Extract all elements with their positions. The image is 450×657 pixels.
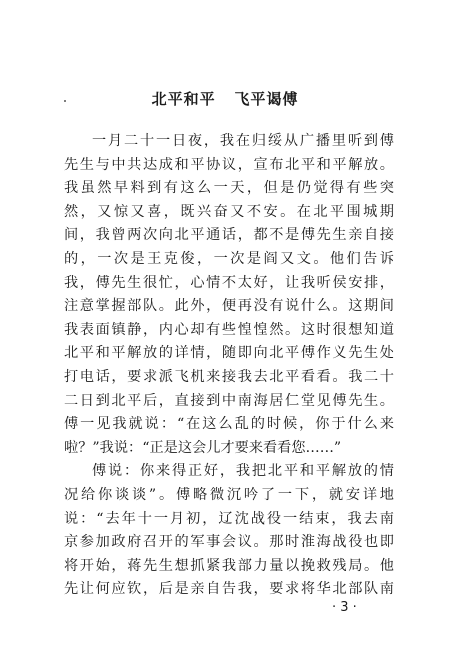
text-line: 啦？”我说：“正是这会儿才要来看看您……” bbox=[64, 439, 342, 456]
text-line: 打电话，要求派飞机来接我去北平看看。我二十 bbox=[64, 368, 394, 385]
text-line: 一月二十一日夜，我在归绥从广播里听到傅 bbox=[92, 133, 394, 149]
text-line: 注意掌握部队。此外，便再没有说什么。这期间 bbox=[64, 298, 394, 315]
text-line: 二日到北平后，直接到中南海居仁堂见傅先生。 bbox=[64, 392, 394, 409]
text-line: 然，又惊又喜，既兴奋又不安。在北平围城期 bbox=[64, 203, 394, 220]
text-line: 北平和平解放的详情，随即向北平傅作义先生处 bbox=[64, 345, 394, 362]
text-line: 我虽然早料到有这么一天，但是仍觉得有些突 bbox=[64, 180, 394, 197]
text-line: 先让何应钦，后是亲自告我，要求将华北部队南 bbox=[64, 581, 394, 598]
text-line: 傅说：你来得正好，我把北平和平解放的情 bbox=[92, 463, 394, 480]
text-line: 先生与中共达成和平协议，宣布北平和平解放。 bbox=[64, 156, 394, 173]
speck-mark bbox=[64, 100, 66, 102]
text-line: 况给你谈谈”。傅略微沉吟了一下，就安详地 bbox=[64, 486, 394, 503]
text-line: 将开始，蒋先生想抓紧我部力量以挽救残局。他 bbox=[64, 557, 394, 574]
text-line: 傅一见我就说：“在这么乱的时候，你于什么来 bbox=[64, 416, 394, 433]
text-line: 我表面镇静，内心却有些惶惶然。这时很想知道 bbox=[64, 321, 394, 338]
text-line: 我，傅先生很忙，心情不太好，让我听侯安排， bbox=[64, 274, 394, 291]
text-line: 京参加政府召开的军事会议。那时淮海战役也即 bbox=[64, 534, 394, 551]
text-line: 间，我曾两次向北平通话，都不是傅先生亲自接 bbox=[64, 227, 394, 244]
body-text bbox=[64, 130, 394, 602]
page-number: · 3 · bbox=[332, 600, 357, 615]
section-heading: 北平和平 飞平谒傅 bbox=[151, 90, 299, 108]
text-line: 的，一次是王克俊，一次是阎又文。他们告诉 bbox=[64, 250, 394, 267]
text-line: 说：“去年十一月初，辽沈战役一结束，我去南 bbox=[64, 510, 394, 527]
